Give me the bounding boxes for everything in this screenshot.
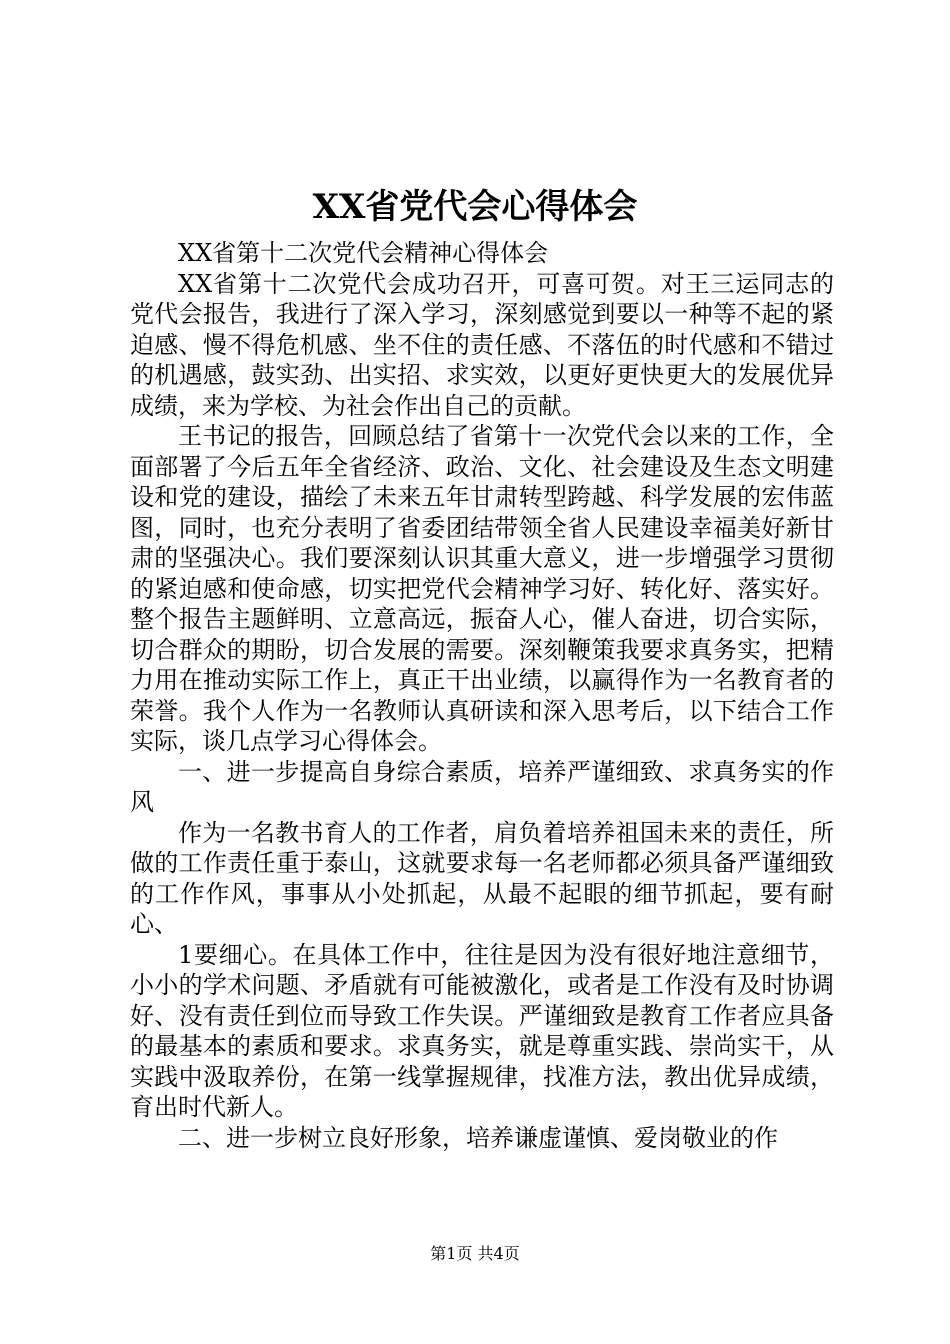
document-body xyxy=(130,238,834,1153)
body-paragraph: 作为一名教书育人的工作者，肩负着培养祖国未来的责任，所做的工作责任重于泰山，这就要求每一名老师都必须具备严谨细致的工作作风，事事从小处抓起，从最不起眼的细节抓起，要有耐心、 xyxy=(130,818,834,938)
page-footer: 第1页 共4页 xyxy=(430,1244,520,1263)
body-paragraph: 1要细心。在具体工作中，往往是因为没有很好地注意细节，小小的学术问题、矛盾就有可能被激化，或者是工作没有及时协调好、没有责任到位而导致工作失误。严谨细致是教育工作者应具备的最基本的素质和要求。求真务实，就是尊重实践、崇尚实干，从实践中汲取养份，在第一线掌握规律，找准方法，教出优异成绩，育出时代新人。 xyxy=(130,940,834,1121)
body-paragraph: 王书记的报告，回顾总结了省第十一次党代会以来的工作，全面部署了今后五年全省经济、政治、文化、社会建设及生态文明建设和党的建设，描绘了未来五年甘肃转型跨越、科学发展的宏伟蓝图，同时，也充分表明了省委团结带领全省人民建设幸福美好新甘肃的坚强决心。我们要深刻认识其重大意义，进一步增强学习贯彻的紧迫感和使命感，切实把党代会精神学习好、转化好、落实好。整个报告主题鲜明、立意高远，振奋人心，催人奋进，切合实际，切合群众的期盼，切合发展的需要。深刻鞭策我要求真务实，把精力用在推动实际工作上，真正干出业绩，以赢得作为一名教育者的荣誉。我个人作为一名教师认真研读和深入思考后，以下结合工作实际，谈几点学习心得体会。 xyxy=(130,422,834,755)
document-title: XX省党代会心得体会 xyxy=(312,187,638,227)
body-paragraph: XX省第十二次党代会成功召开，可喜可贺。对王三运同志的党代会报告，我进行了深入学习，深刻感觉到要以一种等不起的紧迫感、慢不得危机感、坐不住的责任感、不落伍的时代感和不错过的机遇感，鼓实劲、出实招、求实效，以更好更快更大的发展优异成绩，来为学校、为社会作出自己的贡献。 xyxy=(130,269,834,420)
subtitle-paragraph: XX省第十二次党代会精神心得体会 xyxy=(178,239,549,267)
section-heading: 一、进一步提高自身综合素质，培养严谨细致、求真务实的作风 xyxy=(130,757,834,816)
section-heading: 二、进一步树立良好形象，培养谦虚谨慎、爱岗敬业的作 xyxy=(178,1123,778,1152)
